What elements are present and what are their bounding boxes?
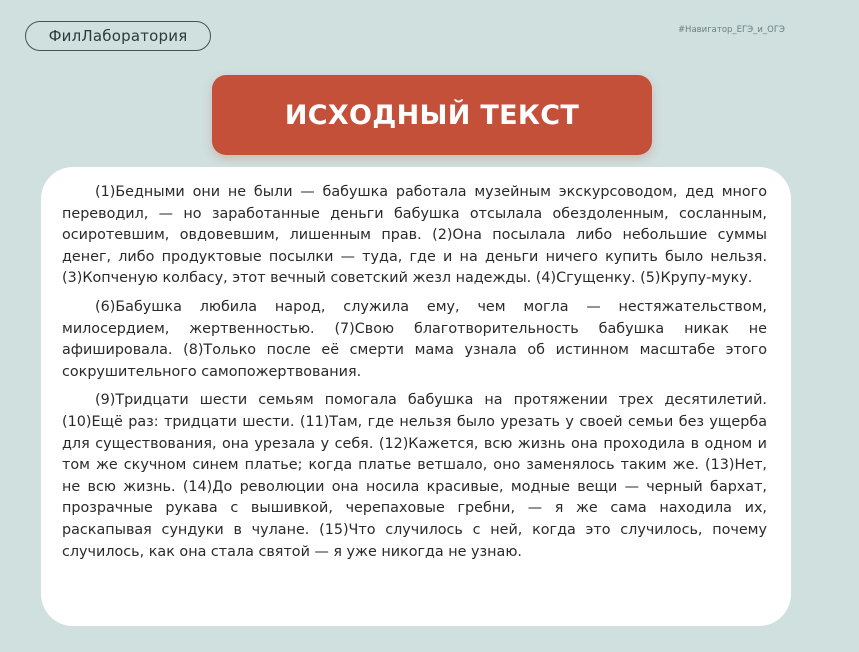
brand-label: ФилЛаборатория — [25, 21, 211, 51]
paragraph-3: (9)Тридцати шести семьям помогала бабушка на протяжении трех десятилетий. (10)Ещё раз: тридцати шести. (11)Там, где нельзя было урезать у своей семьи без ущерба для существования, она урезала у себя. (12)Кажется, всю жизнь она проходила в одном и том же скучном синем платье; когда платье ветшало, оно заменялось таким же. (13)Нет, не всю жизнь. (14)До революции она носила красивые, модные вещи — черный бархат, прозрачные рукава с вышивкой, черепаховые гребни, — я же сама находила их, раскапывая сундуки в чулане. (15)Что случилось с ней, когда это случилось, почему случилось, как она стала святой — я уже никогда не узнаю. — [62, 392, 767, 560]
paragraph-2: (6)Бабушка любила народ, служила ему, чем могла — нестяжательством, милосердием, жертвенностью. (7)Свою благотворительность бабушка никак не афишировала. (8)Только после её смерти мама узнала об истинном масштабе этого сокрушительного самопожертвования. — [62, 298, 767, 380]
hashtag-label: #Навигатор_ЕГЭ_и_ОГЭ — [677, 25, 785, 35]
paragraph-1: (1)Бедными они не были — бабушка работала музейным экскурсоводом, дед много переводил, — но заработанные деньги бабушка отсылала обездоленным, сосланным, осиротевшим, овдовевшим, лишенным прав. (2)Она посылала либо небольшие суммы денег, либо продуктовые посылки — туда, где и на деньги ничего купить было нельзя. (3)Копченую колбасу, этот вечный советский жезл надежды. (4)Сгущенку. (5)Крупу-муку. — [62, 184, 767, 287]
source-text-card — [41, 167, 791, 626]
page-title: ИСХОДНЫЙ ТЕКСТ — [212, 75, 652, 155]
